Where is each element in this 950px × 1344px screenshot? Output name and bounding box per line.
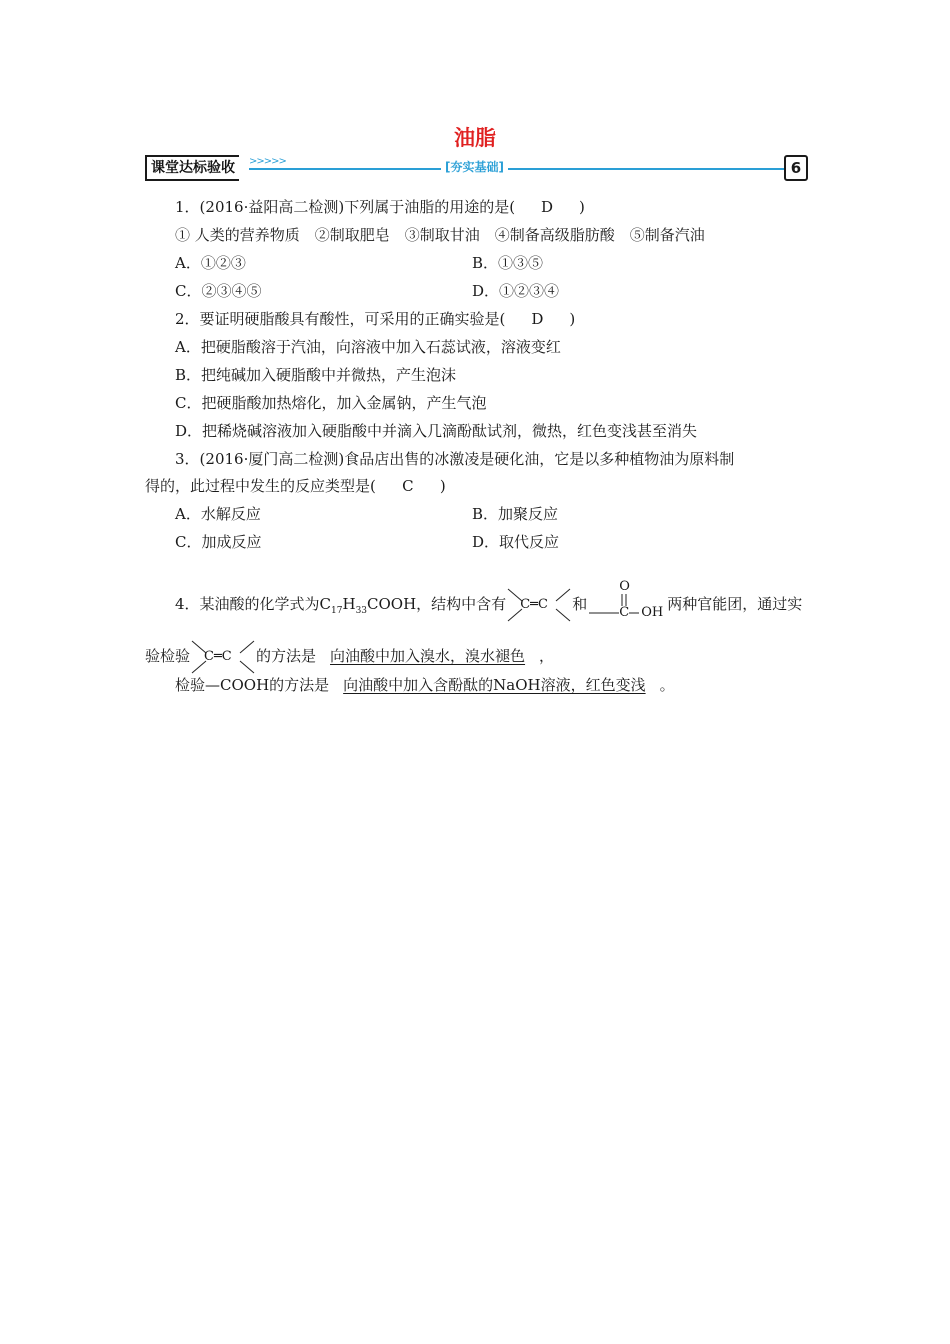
- q3-option-b: B．加聚反应: [472, 505, 559, 523]
- q1-option-c: C．②③④⑤: [175, 282, 262, 300]
- q1-option-b: B．①③⑤: [472, 254, 544, 272]
- q1-option-d: D．①②③④: [472, 282, 560, 300]
- q2-option-c: C．把硬脂酸加热熔化，加入金属钠，产生气泡: [175, 394, 487, 412]
- q2-option-d: D．把稀烧碱溶液加入硬脂酸中并滴入几滴酚酞试剂，微热，红色变浅甚至消失: [175, 422, 698, 440]
- q1-stem: 1．(2016·益阳高二检测)下列属于油脂的用途的是( D ): [175, 198, 585, 216]
- q1-items: ① 人类的营养物质 ②制取肥皂 ③制取甘油 ④制备高级脂肪酸 ⑤制备汽油: [175, 226, 705, 244]
- q3-option-a: A．水解反应: [175, 505, 261, 523]
- q4-answer-2: 向油酸中加入含酚酞的NaOH溶液，红色变浅: [343, 676, 646, 694]
- banner-arrows-icon: >>>>>: [249, 156, 286, 167]
- q3-option-c: C．加成反应: [175, 533, 262, 551]
- page-title: 油脂: [454, 126, 496, 150]
- alkene-structure-icon: C═C: [506, 585, 572, 625]
- section-banner: [145, 155, 808, 179]
- q2-stem: 2．要证明硬脂酸具有酸性，可采用的正确实验是( D ): [175, 310, 576, 328]
- q1-option-a: A．①②③: [175, 254, 246, 272]
- q3-stem-line2: 得的，此过程中发生的反应类型是( C ): [145, 477, 446, 495]
- q4-answer-1: 向油酸中加入溴水，溴水褪色: [330, 647, 526, 665]
- q3-answer: C: [402, 477, 414, 495]
- alkene-structure-icon-2: C═C: [190, 637, 256, 677]
- q4-line3: 检验—COOH的方法是 向油酸中加入含酚酞的NaOH溶液，红色变浅 。: [175, 676, 675, 694]
- banner-number: 6: [784, 155, 808, 181]
- q2-option-b: B．把纯碱加入硬脂酸中并微热，产生泡沫: [175, 366, 457, 384]
- q4-line2: 验检验 C═C 的方法是 向油酸中加入溴水，溴水褪色 ，: [145, 636, 554, 677]
- q1-answer: D: [541, 198, 554, 216]
- q3-option-d: D．取代反应: [472, 533, 560, 551]
- q2-answer: D: [531, 310, 544, 328]
- q4-formula: $C_{17}H_{33}COOH$，结构中含有: [319, 595, 507, 616]
- carboxyl-structure-icon: O C OH: [619, 579, 664, 620]
- q2-option-a: A．把硬脂酸溶于汽油，向溶液中加入石蕊试液，溶液变红: [175, 338, 561, 356]
- banner-tag: [夯实基础]: [441, 158, 508, 175]
- banner-label: 课堂达标验收: [145, 155, 239, 181]
- banner-line: [249, 168, 786, 170]
- q4-line1: 4．某油酸的化学式为$C_{17}H_{33}COOH$，结构中含有 C═C 和 O C OH 两种官能团，通过实: [175, 580, 802, 635]
- q3-stem-line1: 3．(2016·厦门高二检测)食品店出售的冰激凌是硬化油，它是以多种植物油为原料制: [175, 450, 735, 468]
